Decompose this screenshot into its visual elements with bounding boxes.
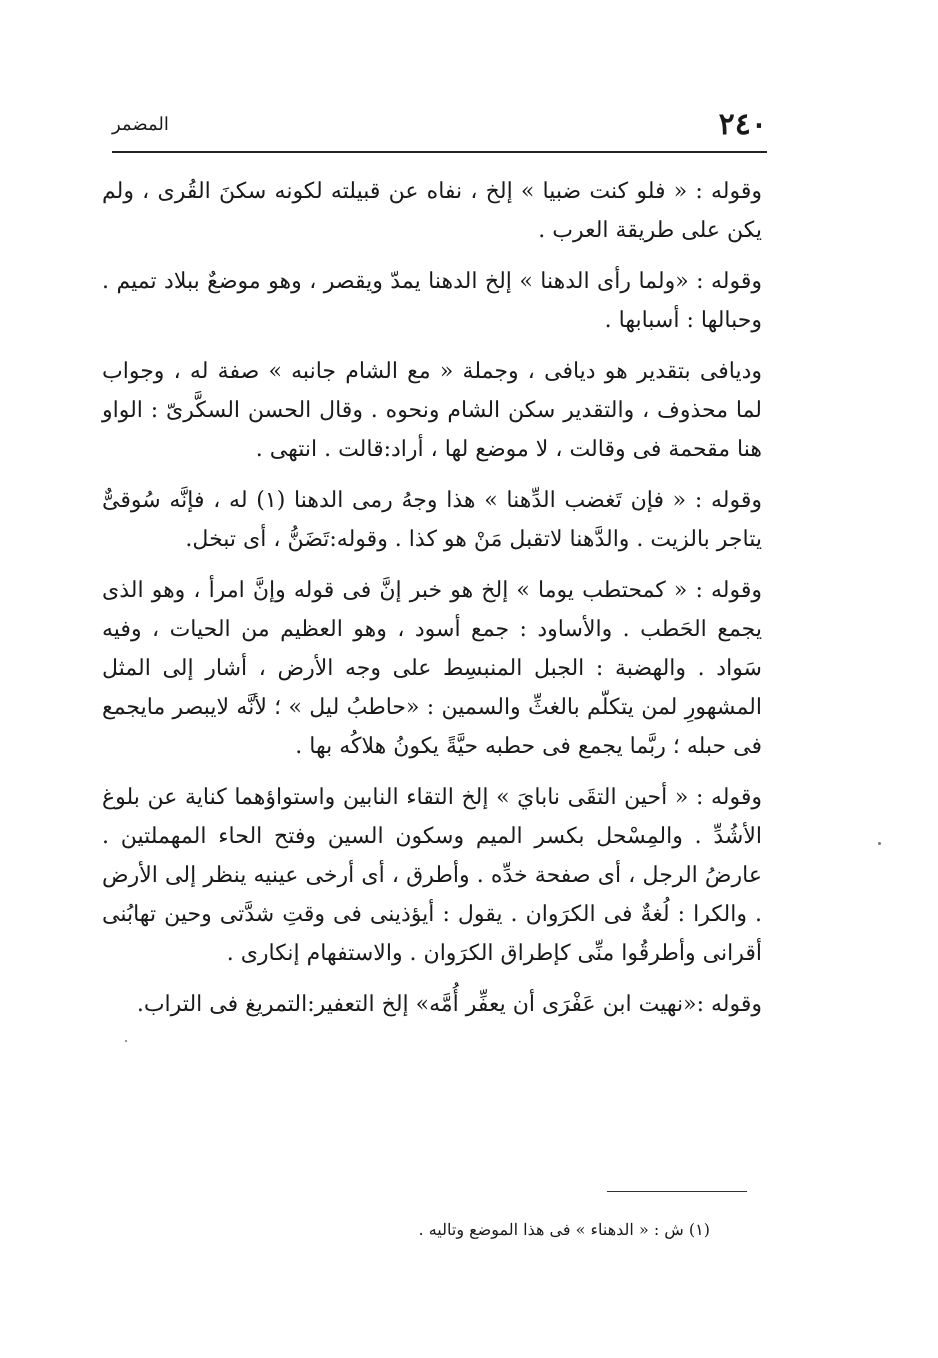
running-title: المضمر bbox=[112, 113, 169, 135]
paragraph-1: وقوله : « فلو كنت ضبيا » إلخ ، نفاه عن قبيلته لكونه سكنَ القُرى ، ولم يكن على طريقة العرب . bbox=[102, 179, 762, 243]
header-rule bbox=[112, 151, 767, 153]
paragraph-3: وديافى بتقدير هو ديافى ، وجملة « مع الشام جانبه » صفة له ، وجواب لما محذوف ، والتقدير سكن الشام ونحوه . وقال الحسن السكَّرىّ : الواو هنا مقحمة فى وقالت ، لا موضع لها ، أراد:قالت . انتهى . bbox=[102, 359, 762, 462]
paragraph-2: وقوله : «ولما رأى الدهنا » إلخ الدهنا يمدّ ويقصر ، وهو موضعٌ ببلاد تميم . وحبالها : أسبابها . bbox=[102, 269, 762, 333]
page-header bbox=[112, 100, 767, 148]
footnote: (١) ش : « الدهناء » فى هذا الموضع وتاليه . bbox=[418, 1220, 710, 1239]
paragraph-4: وقوله : « فإن تَغضب الدِّهنا » هذا وجهُ رمى الدهنا (١) له ، فإنَّه سُوقىٌّ يتاجر بالزيت . والدَّهنا لاتقبل مَنْ هو كذا . وقوله:تَضَنُّ ، أى تبخل. bbox=[102, 488, 762, 552]
paragraph-7: وقوله :«نهيت ابن عَفْرَى أن يعفِّر أُمَّه» إلخ التعفير:التمريغ فى التراب. bbox=[136, 992, 762, 1017]
scan-speck bbox=[878, 842, 881, 845]
paragraph-6: وقوله : « أحين التقَى نابايَ » إلخ التقاء النابين واستواؤهما كناية عن بلوغ الأشُدِّ . والمِسْحل بكسر الميم وسكون السين وفتح الحاء المهملتين . عارضُ الرجل ، أى صفحة خدِّه . وأطرق ، أى أرخى عينيه ينظر إلى الأرض . والكرا : لُغةٌ فى الكرَوان . يقول : أيؤذينى فى وقتِ شدَّتى وحين تهابُنى أقرانى وأطرقُوا منِّى كإطراق الكرَوان . والاستفهام إنكارى . bbox=[102, 785, 762, 966]
paragraph-5: وقوله : « كمحتطب يوما » إلخ هو خبر إنَّ فى قوله وإنَّ امرأ ، وهو الذى يجمع الحَطب . والأساود : جمع أسود ، وهو العظيم من الحيات ، وفيه سَواد . والهضبة : الجبل المنبسِط على وجه الأرض ، أشار إلى المثل المشهورِ لمن يتكلّم بالغثِّ والسمين : «حاطبُ ليل » ؛ لأنَّه لايبصر مايجمع فى حبله ؛ ربَّما يجمع فى حطبه حيَّةً يكونُ هلاكُه بها . bbox=[102, 578, 762, 759]
page-number: ٢٤٠ bbox=[718, 106, 767, 142]
body-text bbox=[102, 172, 762, 1036]
footnote-rule bbox=[607, 1191, 747, 1192]
scan-speck bbox=[125, 1040, 127, 1042]
